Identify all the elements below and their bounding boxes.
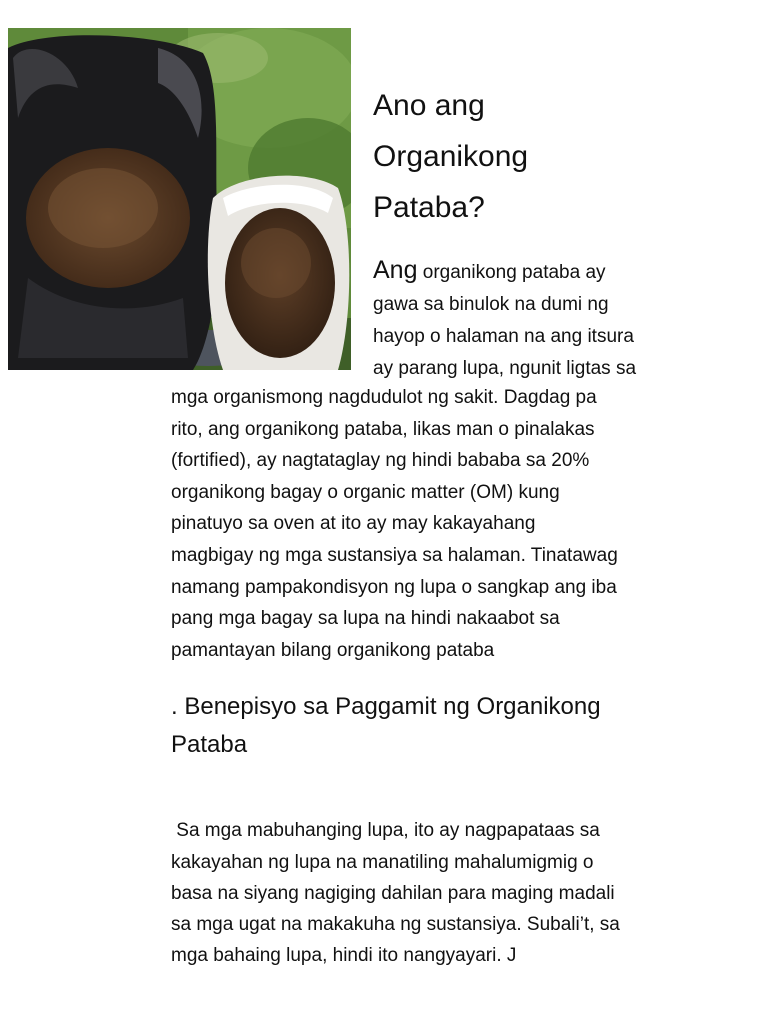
section-heading: [171, 688, 671, 764]
body-line: rito, ang organikong pataba, likas man o pinalakas: [171, 418, 595, 440]
intro-paragraph-continued: [171, 382, 676, 666]
body-line: magbigay ng mga sustansiya sa halaman. Tinatawag: [171, 544, 618, 566]
heading-line: Pataba: [171, 731, 248, 758]
body-line: Sa mga mabuhanging lupa, ito ay nagpapataas sa: [171, 820, 600, 842]
intro-line: organikong pataba ay: [422, 262, 606, 283]
intro-text: [373, 254, 673, 385]
intro-line: ay parang lupa, ngunit ligtas sa: [373, 358, 637, 379]
body-line: sa mga ugat na makakuha ng sustansiya. Subali’t, sa: [171, 914, 620, 936]
body-line: organikong bagay o organic matter (OM) kung: [171, 481, 560, 503]
body-line: basa na siyang nagiging dahilan para maging madali: [171, 882, 615, 904]
body-line: mga bahaing lupa, hindi ito nangyayari. J: [171, 945, 517, 967]
body-line: mga organismong nagdudulot ng sakit. Dagdag pa: [171, 387, 597, 408]
body-line: namang pampakondisyon ng lupa o sangkap ang iba: [171, 576, 617, 598]
page-title: [373, 80, 633, 233]
intro-line: gawa sa binulok na dumi ng: [373, 294, 609, 315]
lead-word: Ang: [373, 256, 418, 284]
intro-line: hayop o halaman na ang itsura: [373, 326, 634, 347]
body-line: pang mga bagay sa lupa na hindi nakaabot sa: [171, 608, 560, 630]
body-line: pinatuyo sa oven at ito ay may kakayahang: [171, 513, 536, 535]
body-line: (fortified), ay nagtataglay ng hindi bababa sa 20%: [171, 450, 590, 472]
benefits-paragraph: [171, 784, 676, 972]
compost-bags-photo: [8, 28, 351, 370]
body-line: kakayahan ng lupa na manatiling mahalumigmig o: [171, 851, 594, 873]
compost-bags-image: [8, 28, 351, 370]
title-line: Pataba?: [373, 191, 485, 224]
title-line: Organikong: [373, 140, 529, 173]
body-line: pamantayan bilang organikong pataba: [171, 639, 495, 661]
title-line: Ano ang: [373, 89, 485, 122]
heading-line: . Benepisyo sa Paggamit ng Organikong: [171, 693, 601, 720]
